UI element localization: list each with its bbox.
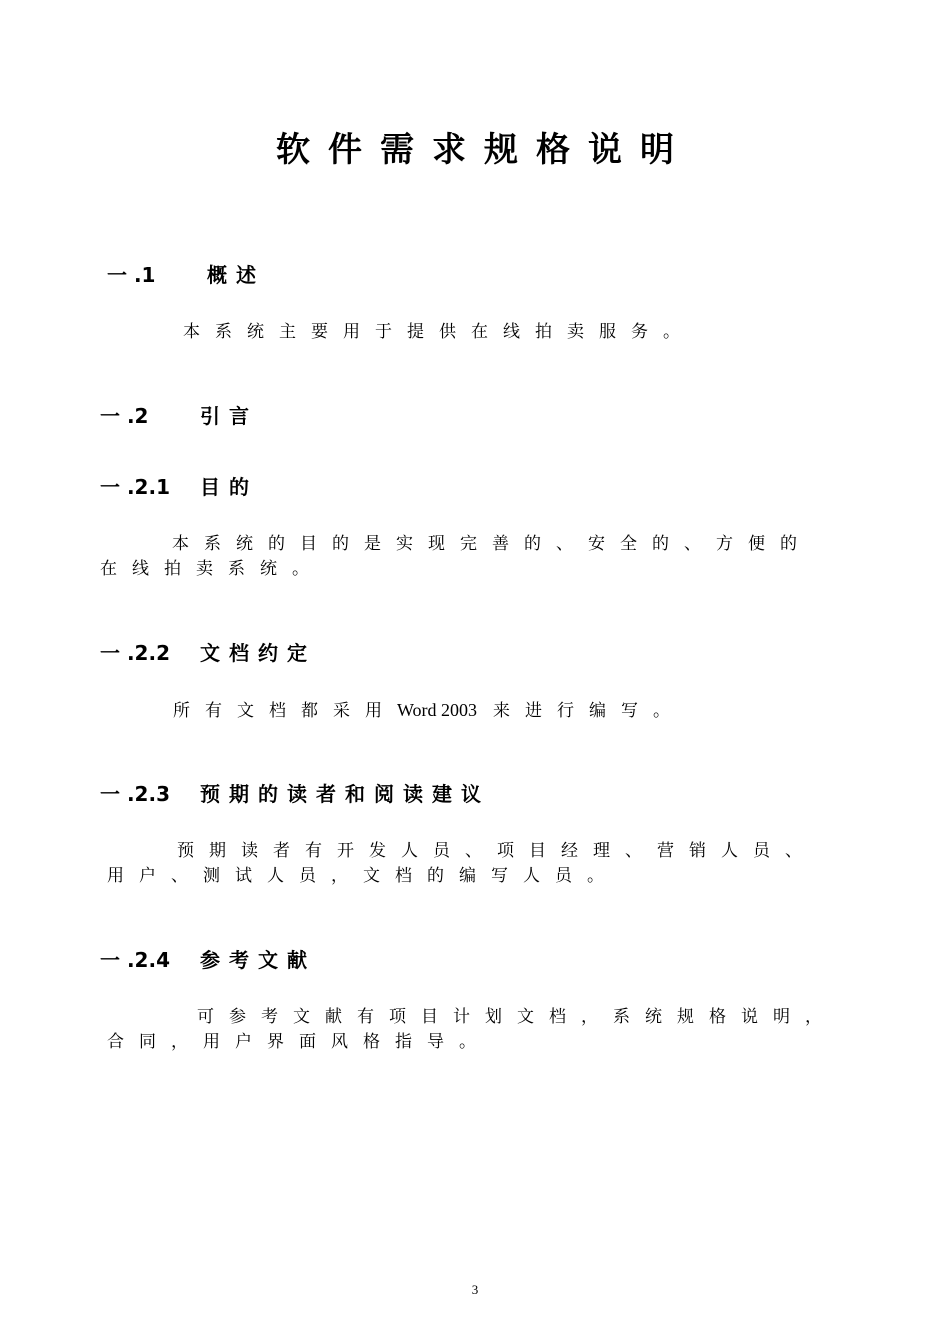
section-heading-introduction xyxy=(100,402,258,430)
section-number: 一 .1 xyxy=(107,263,156,287)
section-heading-overview xyxy=(107,261,265,289)
conventions-text-after: 来进行编写。 xyxy=(493,701,686,721)
page-number: 3 xyxy=(471,1282,479,1297)
section-title: 引言 xyxy=(200,404,258,428)
section-number: 一 .2 xyxy=(100,404,149,428)
paragraph-references-line-1: 可参考文献有项目计划文档，系统规格说明， xyxy=(197,1007,837,1027)
paragraph-purpose-line-1: 本系统的目的是实现完善的、安全的、方便的 xyxy=(172,534,812,554)
section-number: 一 .2.3 xyxy=(100,782,170,806)
conventions-text-before: 所有文档都采用 xyxy=(173,701,397,721)
section-title: 概述 xyxy=(207,263,265,287)
paragraph-conventions xyxy=(173,698,685,724)
paragraph-readers-line-1: 预期读者有开发人员、项目经理、营销人员、 xyxy=(177,841,817,861)
section-number: 一 .2.2 xyxy=(100,641,170,665)
paragraph-readers-line-2: 用户、测试人员，文档的编写人员。 xyxy=(107,866,619,886)
section-title: 预期的读者和阅读建议 xyxy=(200,782,490,806)
section-title: 参考文献 xyxy=(200,948,316,972)
section-title: 目的 xyxy=(200,475,258,499)
section-heading-references xyxy=(100,946,316,974)
paragraph-purpose-line-2: 在线拍卖系统。 xyxy=(100,559,324,579)
paragraph-references-line-2: 合同，用户界面风格指导。 xyxy=(107,1032,491,1052)
document-title: 软件需求规格说明 xyxy=(276,130,692,170)
section-number: 一 .2.4 xyxy=(100,948,170,972)
section-heading-purpose xyxy=(100,473,258,501)
section-number: 一 .2.1 xyxy=(100,475,170,499)
section-heading-readers xyxy=(100,780,490,808)
section-title: 文档约定 xyxy=(200,641,316,665)
paragraph-overview: 本系统主要用于提供在线拍卖服务。 xyxy=(183,322,695,342)
software-name: Word 2003 xyxy=(397,700,478,720)
section-heading-conventions xyxy=(100,639,316,667)
